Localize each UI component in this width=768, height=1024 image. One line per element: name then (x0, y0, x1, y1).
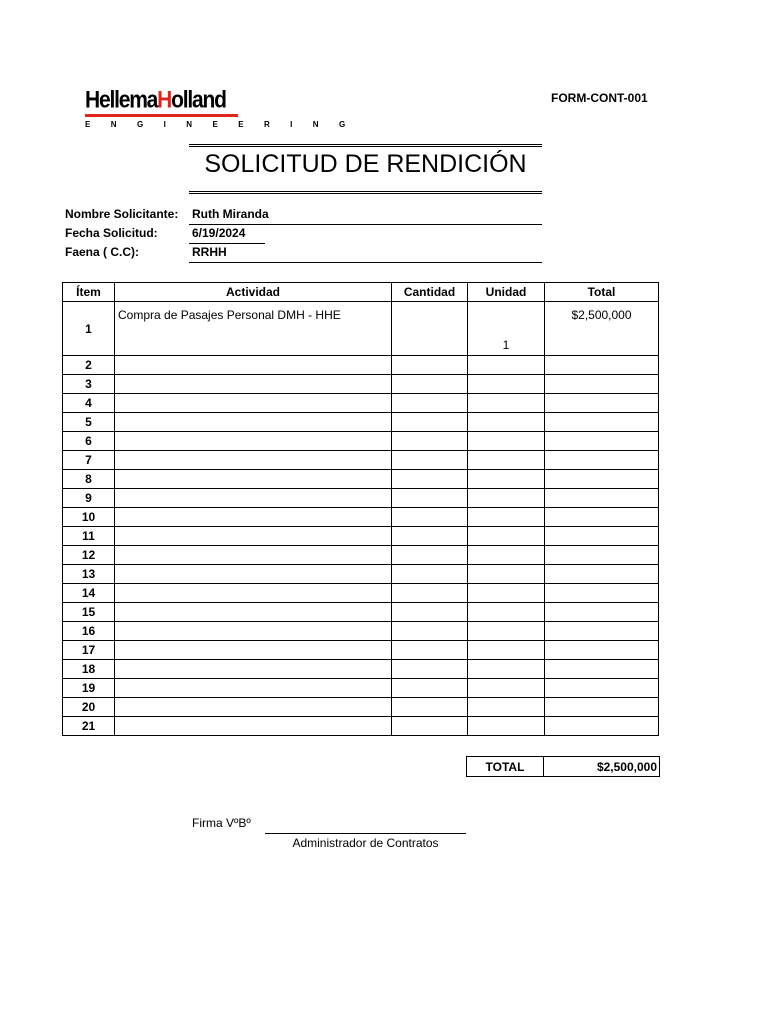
header-unidad: Unidad (468, 283, 545, 302)
cell-unidad (468, 413, 545, 432)
cell-item: 17 (63, 641, 115, 660)
cell-item: 18 (63, 660, 115, 679)
cell-cantidad (392, 717, 468, 736)
cell-unidad (468, 489, 545, 508)
table-row (63, 641, 659, 660)
table-header-row (63, 283, 659, 302)
cell-total (545, 698, 659, 717)
table-row (63, 660, 659, 679)
fecha-value: 6/19/2024 (192, 226, 246, 240)
cell-cantidad (392, 660, 468, 679)
cell-actividad (115, 546, 392, 565)
cell-unidad (468, 641, 545, 660)
cell-unidad (468, 698, 545, 717)
cell-item: 4 (63, 394, 115, 413)
items-table (62, 282, 659, 736)
cell-actividad (115, 622, 392, 641)
cell-cantidad (392, 679, 468, 698)
cell-actividad (115, 698, 392, 717)
cell-actividad (115, 413, 392, 432)
cell-actividad (115, 717, 392, 736)
cell-total (545, 603, 659, 622)
cell-item: 13 (63, 565, 115, 584)
cell-unidad (468, 375, 545, 394)
cell-unidad (468, 527, 545, 546)
cell-item: 3 (63, 375, 115, 394)
cell-total (545, 413, 659, 432)
header-actividad: Actividad (115, 283, 392, 302)
cell-unidad (468, 432, 545, 451)
cell-cantidad (392, 489, 468, 508)
company-logo (85, 86, 355, 129)
cell-cantidad (392, 413, 468, 432)
table-row (63, 470, 659, 489)
cell-item: 8 (63, 470, 115, 489)
cell-actividad (115, 375, 392, 394)
totals-box (466, 756, 660, 777)
cell-unidad (468, 451, 545, 470)
page-title: SOLICITUD DE RENDICIÓN (204, 150, 527, 178)
cell-actividad (115, 508, 392, 527)
cell-total (545, 622, 659, 641)
cell-unidad (468, 356, 545, 375)
table-row (63, 356, 659, 375)
cell-cantidad (392, 603, 468, 622)
cell-item: 1 (63, 302, 115, 356)
cell-cantidad (392, 432, 468, 451)
table-row (63, 394, 659, 413)
table-row (63, 565, 659, 584)
cell-item: 16 (63, 622, 115, 641)
cell-total (545, 546, 659, 565)
cell-total (545, 489, 659, 508)
cell-actividad (115, 584, 392, 603)
header-item: Ítem (63, 283, 115, 302)
table-row (63, 432, 659, 451)
cell-total (545, 679, 659, 698)
table-row (63, 679, 659, 698)
cell-unidad (468, 679, 545, 698)
cell-item: 5 (63, 413, 115, 432)
table-row (63, 375, 659, 394)
cell-actividad (115, 527, 392, 546)
cell-total (545, 584, 659, 603)
nombre-label: Nombre Solicitante: (65, 207, 179, 221)
cell-cantidad (392, 356, 468, 375)
fecha-underline (189, 243, 265, 244)
cell-actividad (115, 565, 392, 584)
cell-cantidad (392, 527, 468, 546)
cell-total (545, 641, 659, 660)
cell-unidad (468, 660, 545, 679)
cell-unidad: 1 (468, 302, 545, 356)
cell-item: 20 (63, 698, 115, 717)
cell-item: 9 (63, 489, 115, 508)
cell-unidad (468, 546, 545, 565)
cell-cantidad (392, 470, 468, 489)
logo-subtitle: E N G I N E E R I N G (85, 120, 355, 129)
cell-total (545, 470, 659, 489)
cell-item: 6 (63, 432, 115, 451)
nombre-underline (189, 224, 542, 225)
table-row (63, 717, 659, 736)
cell-unidad (468, 603, 545, 622)
cell-actividad: Compra de Pasajes Personal DMH - HHE (115, 302, 392, 356)
cell-cantidad (392, 546, 468, 565)
cell-total (545, 432, 659, 451)
cell-actividad (115, 470, 392, 489)
cell-cantidad (392, 584, 468, 603)
cell-unidad (468, 508, 545, 527)
cell-unidad (468, 470, 545, 489)
cell-cantidad (392, 641, 468, 660)
cell-cantidad (392, 622, 468, 641)
cell-actividad (115, 603, 392, 622)
cell-total (545, 565, 659, 584)
cell-cantidad (392, 508, 468, 527)
table-row (63, 489, 659, 508)
table-row (63, 508, 659, 527)
table-row (63, 451, 659, 470)
faena-value: RRHH (192, 245, 227, 259)
cell-actividad (115, 660, 392, 679)
cell-unidad (468, 565, 545, 584)
logo-wordmark: HellemaHolland (85, 86, 226, 114)
table-row (63, 413, 659, 432)
table-row (63, 603, 659, 622)
cell-total (545, 394, 659, 413)
table-row (63, 622, 659, 641)
cell-total (545, 527, 659, 546)
cell-actividad (115, 641, 392, 660)
table-row (63, 698, 659, 717)
form-code: FORM-CONT-001 (551, 91, 648, 105)
cell-unidad (468, 717, 545, 736)
cell-unidad (468, 394, 545, 413)
cell-total (545, 717, 659, 736)
header-total: Total (545, 283, 659, 302)
cell-total (545, 451, 659, 470)
cell-item: 12 (63, 546, 115, 565)
total-label: TOTAL (467, 757, 544, 777)
cell-cantidad (392, 698, 468, 717)
cell-cantidad (392, 394, 468, 413)
cell-unidad (468, 622, 545, 641)
cell-actividad (115, 679, 392, 698)
total-value: $2,500,000 (544, 757, 660, 777)
signature-line (265, 833, 466, 834)
cell-actividad (115, 394, 392, 413)
cell-item: 2 (63, 356, 115, 375)
cell-item: 15 (63, 603, 115, 622)
signature-role: Administrador de Contratos (292, 836, 439, 850)
faena-label: Faena ( C.C): (65, 245, 140, 259)
cell-cantidad (392, 565, 468, 584)
cell-total (545, 508, 659, 527)
cell-item: 7 (63, 451, 115, 470)
cell-item: 14 (63, 584, 115, 603)
nombre-value: Ruth Miranda (192, 207, 269, 221)
cell-total (545, 660, 659, 679)
header-cantidad: Cantidad (392, 283, 468, 302)
cell-unidad (468, 584, 545, 603)
cell-total: $2,500,000 (545, 302, 659, 356)
cell-total (545, 375, 659, 394)
cell-item: 21 (63, 717, 115, 736)
table-row (63, 584, 659, 603)
cell-total (545, 356, 659, 375)
cell-actividad (115, 356, 392, 375)
fecha-label: Fecha Solicitud: (65, 226, 158, 240)
table-row (63, 302, 659, 356)
logo-red-bar (85, 114, 238, 117)
cell-cantidad (392, 375, 468, 394)
cell-cantidad (392, 451, 468, 470)
table-row (63, 546, 659, 565)
firma-label: Firma VºBº (192, 816, 251, 830)
cell-cantidad (392, 302, 468, 356)
cell-item: 19 (63, 679, 115, 698)
table-row (63, 527, 659, 546)
faena-underline (189, 262, 542, 263)
cell-actividad (115, 451, 392, 470)
cell-actividad (115, 432, 392, 451)
cell-actividad (115, 489, 392, 508)
cell-item: 10 (63, 508, 115, 527)
cell-item: 11 (63, 527, 115, 546)
